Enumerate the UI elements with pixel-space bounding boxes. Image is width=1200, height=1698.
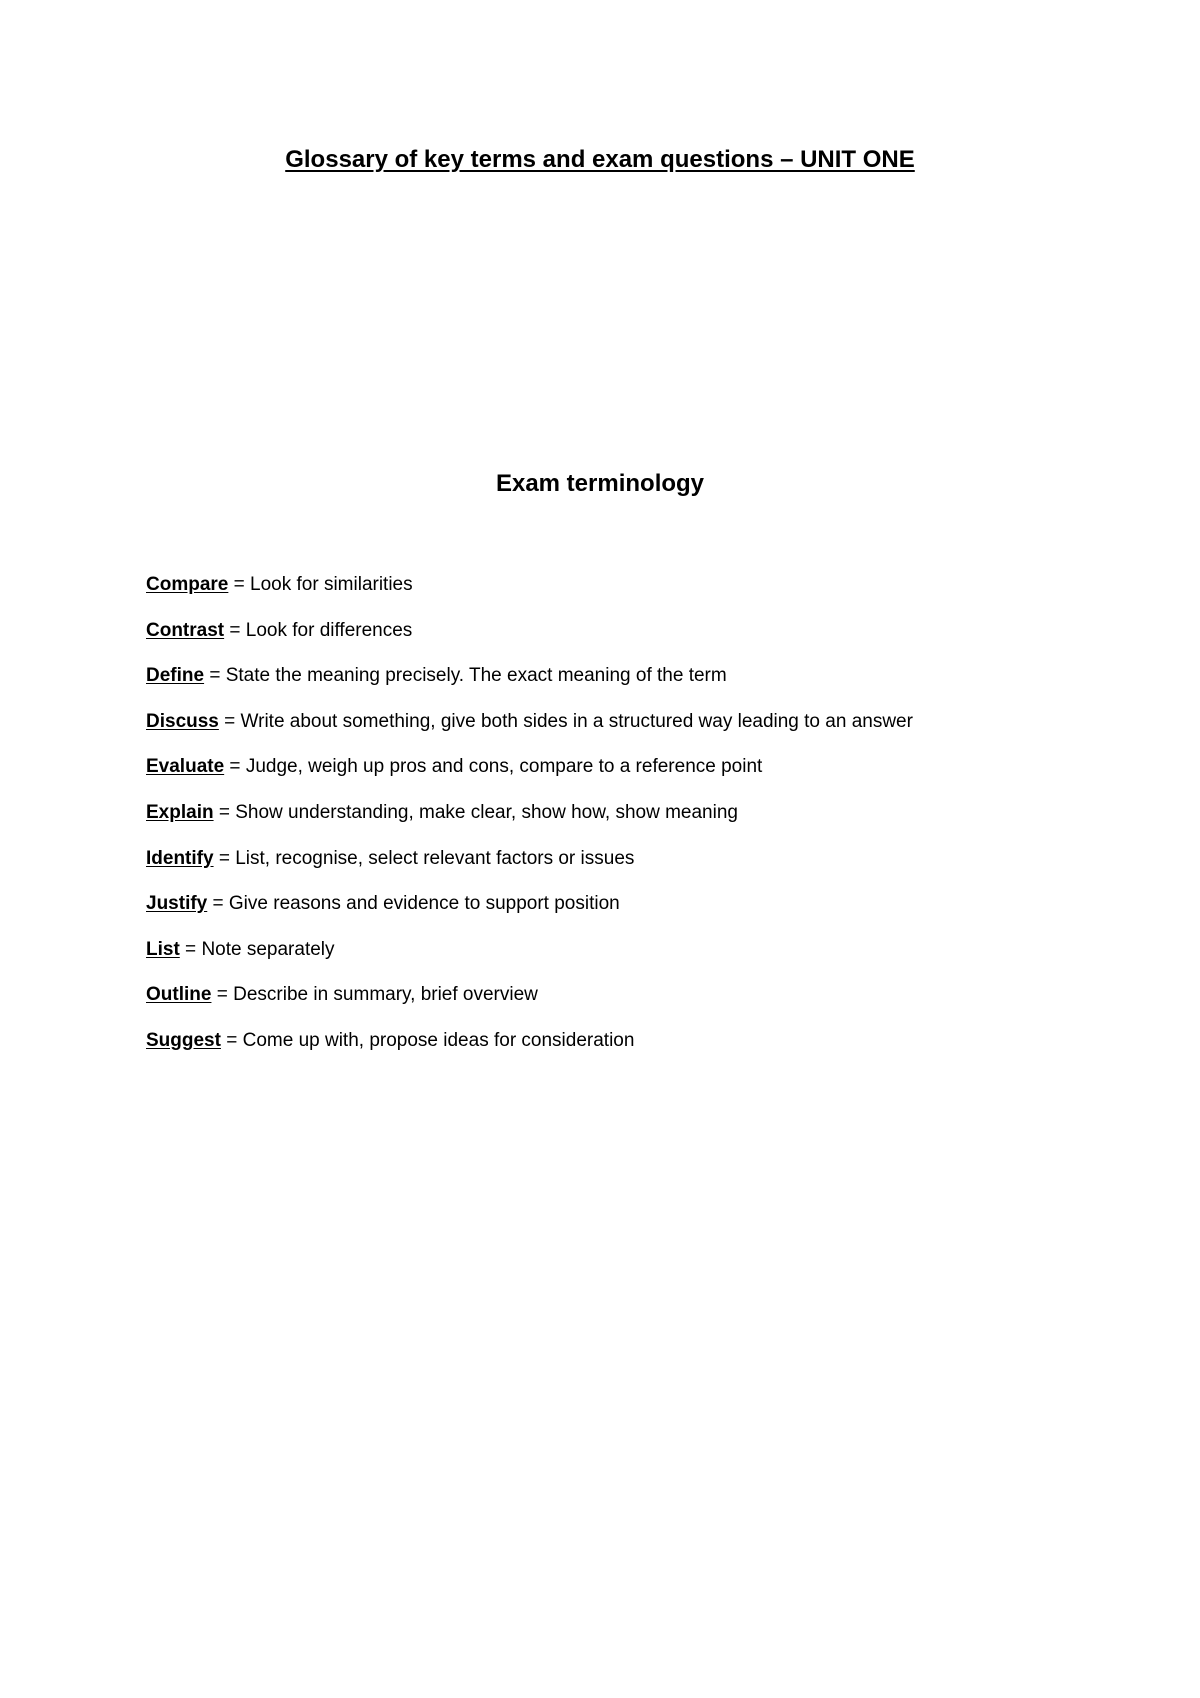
glossary-term: Compare (146, 574, 229, 595)
glossary-item-discuss (146, 711, 1106, 757)
glossary-term: Contrast (146, 619, 225, 641)
glossary-item-identify (146, 848, 1106, 894)
document-title: Glossary of key terms and exam questions – UNIT ONE (285, 146, 915, 173)
glossary-term: Evaluate (146, 756, 225, 778)
glossary-separator: = (207, 893, 229, 915)
glossary-definition: Describe in summary, brief overview (233, 984, 538, 1006)
glossary-separator: = (224, 619, 246, 641)
glossary-separator: = (224, 756, 246, 778)
glossary-term: Explain (146, 801, 214, 823)
glossary-definition: Note separately (201, 938, 335, 960)
glossary-separator: = (228, 574, 251, 595)
glossary-definition: Judge, weigh up pros and cons, compare to a reference point (245, 756, 763, 778)
glossary-item-define (146, 665, 1106, 711)
glossary-item-suggest (146, 1030, 1106, 1076)
glossary-term: Justify (146, 893, 208, 915)
glossary-item-compare (146, 574, 1106, 620)
glossary-item-justify (146, 893, 1106, 939)
glossary-definition: List, recognise, select relevant factors or issues (235, 847, 635, 869)
glossary-definition: Write about something, give both sides in a structured way leading to an answer (240, 710, 913, 732)
glossary-separator: = (220, 1029, 243, 1051)
glossary-term: Define (146, 665, 205, 687)
glossary-term: Discuss (146, 710, 219, 732)
glossary-definition: State the meaning precisely. The exact meaning of the term (225, 665, 727, 687)
glossary-separator: = (218, 710, 241, 732)
glossary-definition: Give reasons and evidence to support position (228, 893, 620, 915)
glossary-separator: = (213, 801, 236, 823)
glossary-item-outline (146, 984, 1106, 1030)
glossary-definition: Look for differences (245, 619, 413, 641)
glossary-term: List (146, 938, 180, 960)
glossary-definition: Look for similarities (250, 574, 413, 595)
glossary-term: Outline (146, 984, 212, 1006)
glossary-separator: = (204, 665, 226, 687)
glossary-list (146, 574, 1106, 1076)
glossary-item-explain (146, 802, 1106, 848)
glossary-separator: = (213, 847, 236, 869)
glossary-term: Suggest (146, 1029, 221, 1051)
glossary-definition: Show understanding, make clear, show how, show meaning (235, 801, 738, 823)
glossary-separator: = (179, 938, 202, 960)
glossary-item-evaluate (146, 756, 1106, 802)
section-title-exam-terminology: Exam terminology (495, 470, 705, 497)
glossary-item-list (146, 939, 1106, 985)
glossary-definition: Come up with, propose ideas for consideration (242, 1029, 635, 1051)
glossary-separator: = (211, 984, 234, 1006)
glossary-term: Identify (146, 847, 214, 869)
glossary-item-contrast (146, 620, 1106, 666)
